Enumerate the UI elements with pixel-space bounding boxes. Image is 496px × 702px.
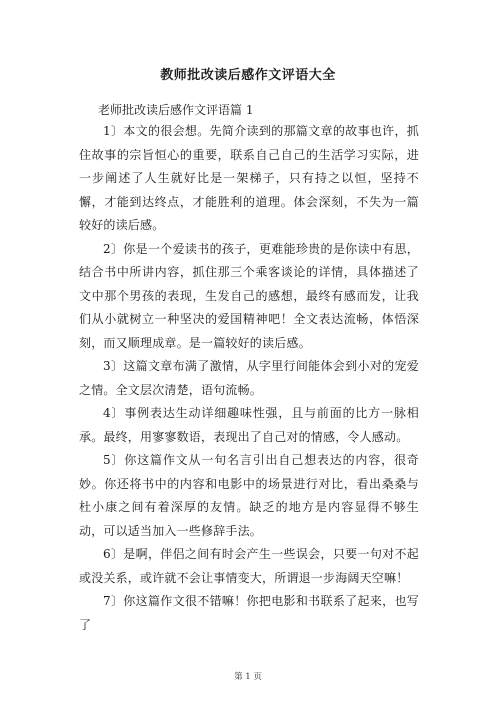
document-body: [79, 120, 419, 637]
page-number: 第 1 页: [234, 672, 262, 682]
paragraph-7: 7〕你这篇作文很不错嘛！你把电影和书联系了起来，也写了: [79, 594, 419, 632]
paragraph-1: 1〕本文的很会想。先简介读到的那篇文章的故事也许，抓住故事的宗旨恒心的重要，联系自己自己的生活学习实际，进一步阐述了人生就好比是一架梯子，只有持之以恒，坚持不懈，才能到达终点，才能胜利的道理。体会深刻，不失为一篇较好的读后感。: [79, 124, 419, 232]
paragraph-3: 3〕这篇文章布满了激情，从字里行间能体会到小对的宠爱之情。全文层次清楚，语句流畅。: [79, 359, 419, 397]
paragraph-5: 5〕你这篇作文从一句名言引出自己想表达的内容，很奇妙。你还将书中的内容和电影中的场景进行对比，看出桑桑与杜小康之间有着深厚的友情。缺乏的地方是内容显得不够生动，可以适当加入一些修辞手法。: [79, 453, 419, 538]
paragraph-2: 2〕你是一个爱读书的孩子，更难能珍贵的是你读中有思，结合书中所讲内容，抓住那三个乘客谈论的详情，具体描述了文中那个男孩的表现，生发自己的感想，最终有感而发，让我们从小就树立一种坚决的爱国精神吧！全文表达流畅，体悟深刻，而又顺理成章。是一篇较好的读后感。: [79, 241, 419, 350]
section-heading: 老师批改读后感作文评语篇 1: [98, 103, 254, 117]
paragraph-6: 6〕是啊，伴侣之间有时会产生一些误会，只要一句对不起或没关系，或许就不会让事情变大，所谓退一步海阔天空嘛！: [79, 547, 419, 585]
paragraph-4: 4〕事例表达生动详细趣味性强，且与前面的比方一脉相承。最终，用寥寥数语，表现出了自己对的情感，令人感动。: [79, 406, 419, 444]
document-title: 教师批改读后感作文评语大全: [160, 68, 336, 83]
